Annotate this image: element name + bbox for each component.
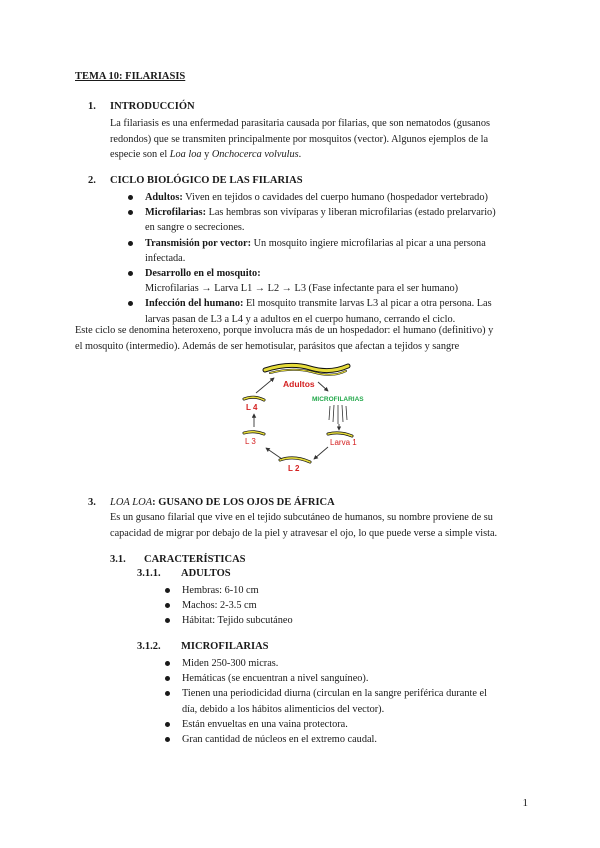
microfilarias-item-text: Gran cantidad de núcleos en el extremo caudal. <box>182 734 377 746</box>
label-microfilarias: MICROFILARIAS <box>312 396 364 403</box>
label-l3: L 3 <box>245 437 256 446</box>
section-3-1-1-number: 3.1.1. <box>137 568 161 579</box>
cycle-item-continuation: en sangre o secreciones. <box>145 222 245 234</box>
cycle-item-label: Microfilarias: <box>145 207 206 219</box>
cycle-item-continuation: larvas pasan de L3 a L4 y a adultos en el cuerpo humano, cerrando el ciclo. <box>145 313 456 325</box>
microfilarias-item-text: Miden 250-300 micras. <box>182 658 279 669</box>
microfilarias-item-continuation: día, debido a los hábitos alimenticios del vector). <box>182 703 385 715</box>
cycle-item-continuation: Microfilarias → Larva L1 → L2 → L3 (Fase infectante para el ser humano) <box>145 283 459 295</box>
cycle-item-label: Transmisión por vector: <box>145 237 252 249</box>
section-3-1-2-number: 3.1.2. <box>137 641 161 652</box>
intro-line-3-mid: y <box>201 149 212 161</box>
section-3-1-number: 3.1. <box>110 554 126 565</box>
loa-loa-line-2: capacidad de migrar por debajo de la piel y atravesar el ojo, lo que puede verse a simple vista. <box>110 527 498 539</box>
intro-line-2: redondos) que se transmiten principalmente por mosquitos (vector). Algunos ejemplos de la <box>110 133 489 145</box>
microfilarias-item <box>182 732 530 747</box>
adultos-item: Hábitat: Tejido subcutáneo <box>182 613 532 628</box>
microfilarias-item-text: Tienen una periodicidad diurna (circulan en la sangre periférica durante el <box>182 688 487 700</box>
intro-line-3-pre: especie son el <box>110 149 170 161</box>
microfilarias-item <box>182 686 530 716</box>
intro-line-1: La filariasis es una enfermedad parasitaria causada por filarias, que son nematodos (gusanos <box>110 118 490 129</box>
intro-paragraph <box>110 116 528 163</box>
cycle-item-desarrollo <box>145 266 529 296</box>
cycle-item-transmision <box>145 236 529 266</box>
cycle-item-adultos <box>145 190 529 205</box>
section-3-1-2-title: MICROFILARIAS <box>181 641 269 652</box>
loa-loa-paragraph <box>110 510 528 541</box>
microfilarias-item <box>182 671 530 686</box>
section-3-number: 3. <box>88 497 96 508</box>
label-l4: L 4 <box>246 403 258 412</box>
species-onchocerca: Onchocerca volvulus <box>211 149 299 161</box>
section-3-title-italic: LOA LOA <box>110 497 153 508</box>
section-1-heading <box>88 101 195 112</box>
section-3-1-title: CARACTERÍSTICAS <box>144 554 246 565</box>
section-2-title: CICLO BIOLÓGICO DE LAS FILARIAS <box>110 175 303 186</box>
cycle-item-text: Las hembras son vivíparas y liberan microfilarias (estado prelarvario) <box>206 207 496 219</box>
cycle-list <box>145 190 529 327</box>
section-3-1-2-heading <box>137 641 269 652</box>
section-3-1-heading <box>110 554 246 565</box>
microfilarias-item <box>182 717 530 732</box>
section-3-1-1-title: ADULTOS <box>181 568 231 579</box>
adultos-list <box>182 583 532 629</box>
species-loa-loa: Loa loa <box>169 149 202 161</box>
section-1-number: 1. <box>88 101 96 112</box>
intro-line-3-end: . <box>298 149 302 161</box>
cycle-arrows <box>254 378 339 459</box>
section-2-number: 2. <box>88 175 96 186</box>
microfilarias-item <box>182 656 530 671</box>
cycle-item-microfilarias <box>145 205 529 235</box>
label-larva-1: Larva 1 <box>330 438 357 447</box>
cycle-item-continuation: infectada. <box>145 252 186 264</box>
microfilarias-icon <box>329 405 347 424</box>
loa-loa-line-1: Es un gusano filarial que vive en el tejido subcutáneo de humanos, su nombre proviene de su <box>110 512 493 523</box>
section-2-heading <box>88 175 303 186</box>
page-title: TEMA 10: FILARIASIS <box>75 71 186 82</box>
cycle-paragraph-line-2: el mosquito (intermedio). Además de ser hemotisular, parásitos que afectan a tejidos y sangre <box>75 340 460 352</box>
section-3-title: : GUSANO DE LOS OJOS DE ÁFRICA <box>152 497 335 508</box>
cycle-paragraph-line-1: Este ciclo se denomina heteroxeno, porque involucra más de un hospedador: el humano (definitivo) y <box>75 325 494 336</box>
label-adultos: Adultos <box>283 379 315 389</box>
microfilarias-item-text: Hemáticas (se encuentran a nivel sanguíneo). <box>182 673 369 685</box>
section-3-heading <box>88 497 335 508</box>
page-number: 1 <box>522 797 528 809</box>
label-l2: L 2 <box>288 464 300 473</box>
microfilarias-list <box>182 656 530 747</box>
life-cycle-diagram <box>230 358 380 478</box>
section-3-1-1-heading <box>137 568 231 579</box>
cycle-item-text: Viven en tejidos o cavidades del cuerpo humano (hospedador vertebrado) <box>182 192 488 203</box>
cycle-item-text: Un mosquito ingiere microfilarias al picar a una persona <box>251 237 486 249</box>
cycle-item-text: El mosquito transmite larvas L3 al picar a otra persona. Las <box>243 298 492 310</box>
microfilarias-item-text: Están envueltas en una vaina protectora. <box>182 718 348 730</box>
adultos-item: Hembras: 6-10 cm <box>182 583 532 598</box>
cycle-item-label: Desarrollo en el mosquito: <box>145 268 261 280</box>
cycle-item-label: Adultos: <box>145 192 183 203</box>
section-1-title: INTRODUCCIÓN <box>110 101 195 112</box>
cycle-item-label: Infección del humano: <box>145 298 244 310</box>
cycle-paragraph <box>75 323 530 354</box>
intro-line-3 <box>110 147 528 163</box>
adultos-item: Machos: 2-3.5 cm <box>182 598 532 613</box>
